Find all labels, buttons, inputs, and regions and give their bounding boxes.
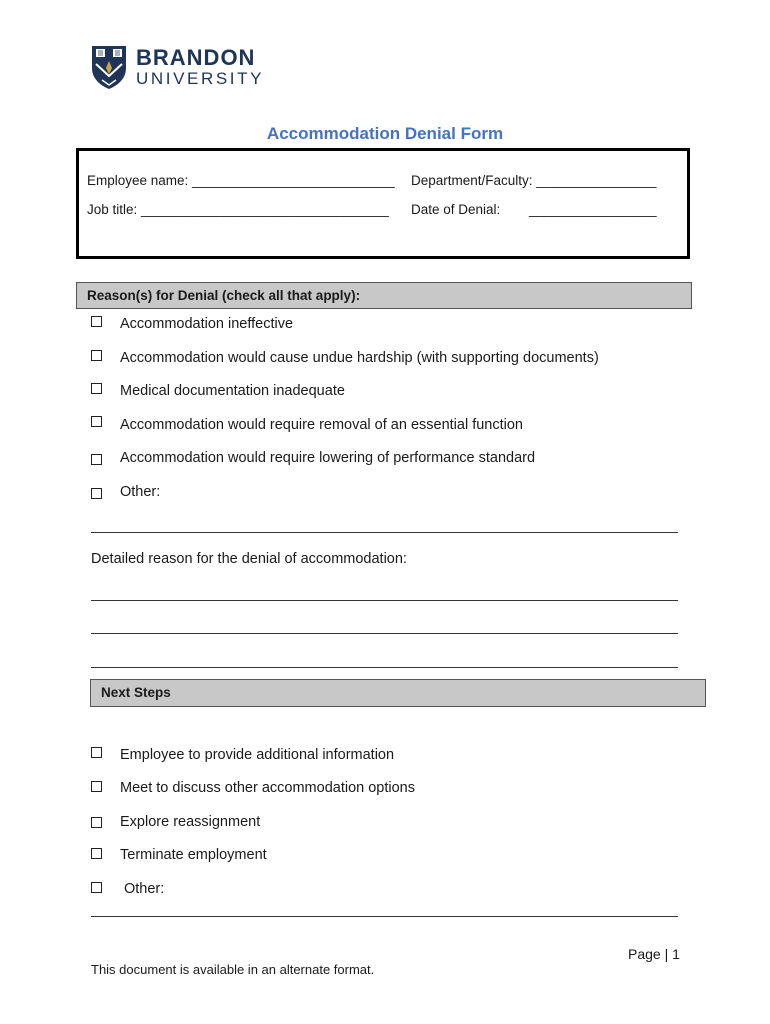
job-title-field[interactable]: Job title: _________________________________ [87, 202, 389, 217]
next-step-label: Employee to provide additional information [120, 747, 395, 763]
reason-checkbox[interactable] [91, 488, 102, 499]
reason-checkbox[interactable] [91, 383, 102, 394]
next-step-checkbox[interactable] [91, 747, 102, 758]
detailed-reason-label: Detailed reason for the denial of accommodation: [91, 551, 407, 567]
next-step-label: Terminate employment [120, 847, 267, 863]
next-step-label: Other: [124, 881, 165, 897]
reason-checkbox[interactable] [91, 350, 102, 361]
department-field[interactable]: Department/Faculty: ________________ [411, 173, 657, 188]
detailed-reason-line[interactable] [91, 633, 678, 634]
detailed-reason-line[interactable] [91, 600, 678, 601]
employee-name-field[interactable]: Employee name: ___________________________ [87, 173, 395, 188]
university-crest-icon [90, 44, 128, 90]
logo-university-text: UNIVERSITY [136, 69, 265, 88]
reason-label: Accommodation ineffective [120, 316, 294, 332]
brandon-university-logo [90, 44, 270, 94]
next-step-checkbox[interactable] [91, 848, 102, 859]
alternate-format-note: This document is available in an alternate format. [91, 962, 375, 977]
form-title: Accommodation Denial Form [266, 124, 504, 143]
reason-label: Accommodation would cause undue hardship (with supporting documents) [120, 350, 599, 366]
reason-label: Medical documentation inadequate [120, 383, 345, 399]
next-step-checkbox[interactable] [91, 781, 102, 792]
date-of-denial-field[interactable]: _________________ [529, 202, 657, 217]
next-step-label: Explore reassignment [120, 814, 261, 830]
date-of-denial-label: Date of Denial: [411, 202, 501, 217]
other-step-line[interactable] [91, 916, 678, 917]
reason-checkbox[interactable] [91, 416, 102, 427]
logo-brand-text: BRANDON [136, 45, 256, 70]
reason-checkbox[interactable] [91, 454, 102, 465]
reason-label: Accommodation would require removal of an essential function [120, 417, 523, 433]
reasons-section-header: Reason(s) for Denial (check all that apply): [76, 282, 692, 309]
page-number: Page | 1 [628, 946, 680, 962]
reason-label: Accommodation would require lowering of performance standard [120, 450, 536, 466]
next-step-label: Meet to discuss other accommodation options [120, 780, 415, 796]
other-reason-line[interactable] [91, 532, 678, 533]
next-step-checkbox[interactable] [91, 817, 102, 828]
next-steps-header: Next Steps [90, 679, 706, 707]
next-step-checkbox[interactable] [91, 882, 102, 893]
detailed-reason-line[interactable] [91, 667, 678, 668]
reason-checkbox[interactable] [91, 316, 102, 327]
reason-label: Other: [120, 484, 161, 500]
